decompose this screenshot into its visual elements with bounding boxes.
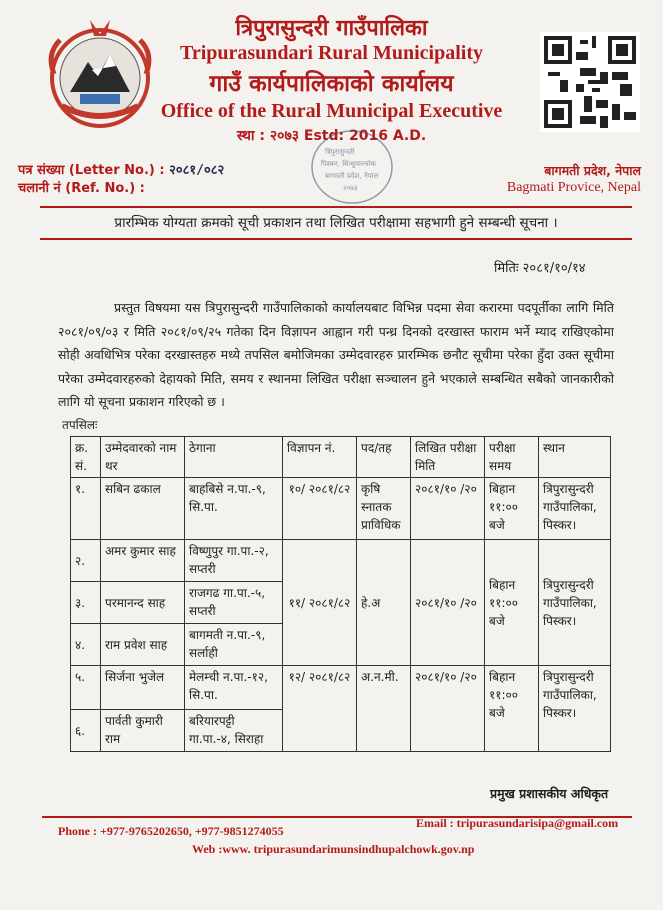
cell-venue: त्रिपुरासुन्दरी गाउँपालिका, पिस्कर। bbox=[539, 666, 611, 752]
cell-sn: १. bbox=[71, 478, 101, 540]
notice-subject: प्रारम्भिक योग्यता क्रमको सूची प्रकाशन तथा लिखित परीक्षामा सहभागी हुने सम्बन्धी सूचना । bbox=[40, 206, 632, 240]
cell-address: बागमती न.पा.-९, सर्लाही bbox=[185, 624, 283, 666]
cell-venue: त्रिपुरासुन्दरी गाउँपालिका, पिस्कर। bbox=[539, 478, 611, 540]
footer-phone: Phone : +977-9765202650, +977-9851274055 bbox=[58, 824, 284, 838]
letter-number-row bbox=[18, 160, 224, 178]
office-name-english: Office of the Rural Municipal Executive bbox=[160, 100, 503, 122]
office-name-nepali: गाउँ कार्यपालिकाको कार्यालय bbox=[209, 71, 454, 97]
col-header-sn: क्र. सं. bbox=[71, 437, 101, 478]
cell-time: बिहान ११:०० बजे bbox=[485, 478, 539, 540]
col-header-time: परीक्षा समय bbox=[485, 437, 539, 478]
cell-post: हे.अ bbox=[357, 540, 411, 666]
cell-post: अ.न.मी. bbox=[357, 666, 411, 752]
cell-exam-date: २०८१/१० /२० bbox=[411, 666, 485, 752]
cell-name: परमानन्द साह bbox=[101, 582, 185, 624]
cell-sn: ३. bbox=[71, 582, 101, 624]
established-line: स्था : २०७३ Estd: 2016 A.D. bbox=[236, 128, 427, 144]
footer-email: Email : tripurasundarisipa@gmail.com bbox=[416, 816, 619, 830]
municipality-name-english: Tripurasundari Rural Municipality bbox=[179, 42, 483, 64]
cell-name: अमर कुमार साह bbox=[101, 540, 185, 582]
province-english: Bagmati Provice, Nepal bbox=[506, 180, 641, 195]
table-row bbox=[71, 666, 611, 710]
letter-number-label: पत्र संख्या (Letter No.) : bbox=[18, 163, 165, 178]
cell-exam-date: २०८१/१० /२० bbox=[411, 478, 485, 540]
col-header-ad-no: विज्ञापन नं. bbox=[283, 437, 357, 478]
cell-address: बरियारपट्टी गा.पा.-४, सिराहा bbox=[185, 710, 283, 752]
letter-number-value: २०८१/०८२ bbox=[169, 163, 225, 178]
cell-sn: ५. bbox=[71, 666, 101, 710]
office-seal-stamp bbox=[305, 120, 400, 215]
table-header-row bbox=[71, 437, 611, 478]
table-row bbox=[71, 478, 611, 540]
cell-name: सबिन ढकाल bbox=[101, 478, 185, 540]
cell-time: बिहान ११:०० बजे bbox=[485, 540, 539, 666]
col-header-venue: स्थान bbox=[539, 437, 611, 478]
cell-sn: २. bbox=[71, 540, 101, 582]
svg-text:२०७३: २०७३ bbox=[343, 184, 358, 192]
details-label: तपसिलः bbox=[62, 418, 98, 432]
svg-text:बागमती प्रदेश, नेपाल: बागमती प्रदेश, नेपाल bbox=[325, 172, 379, 180]
municipality-name-nepali: त्रिपुरासुन्दरी गाउँपालिका bbox=[235, 16, 428, 41]
table-row bbox=[71, 540, 611, 582]
cell-address: विष्णुपुर गा.पा.-२, सप्तरी bbox=[185, 540, 283, 582]
cell-address: बाहबिसे न.पा.-९, सि.पा. bbox=[185, 478, 283, 540]
cell-exam-date: २०८१/१० /२० bbox=[411, 540, 485, 666]
cell-ad-no: १२/ २०८१/८२ bbox=[283, 666, 357, 752]
cell-ad-no: १०/ २०८१/८२ bbox=[283, 478, 357, 540]
cell-name: सिर्जना भुजेल bbox=[101, 666, 185, 710]
signer-title: प्रमुख प्रशासकीय अधिकृत bbox=[490, 786, 609, 801]
ref-number-label: चलानी नं (Ref. No.) : bbox=[18, 181, 145, 196]
cell-venue: त्रिपुरासुन्दरी गाउँपालिका, पिस्कर। bbox=[539, 540, 611, 666]
col-header-name: उम्मेदवारको नाम थर bbox=[101, 437, 185, 478]
cell-ad-no: ११/ २०८१/८२ bbox=[283, 540, 357, 666]
footer-website: Web :www. tripurasundarimunsindhupalchowk.gov.np bbox=[192, 842, 475, 856]
qr-code bbox=[540, 32, 640, 132]
col-header-post: पद/तह bbox=[357, 437, 411, 478]
svg-text:त्रिपुरासुन्दरी: त्रिपुरासुन्दरी bbox=[325, 148, 355, 156]
cell-time: बिहान ११:०० बजे bbox=[485, 666, 539, 752]
col-header-address: ठेगाना bbox=[185, 437, 283, 478]
notice-date: मितिः २०८१/१०/१४ bbox=[494, 261, 586, 276]
svg-text:पिस्कर, सिन्धुपाल्चोक: पिस्कर, सिन्धुपाल्चोक bbox=[321, 160, 376, 168]
cell-address: राजगढ गा.पा.-५, सप्तरी bbox=[185, 582, 283, 624]
candidate-table bbox=[70, 436, 611, 752]
col-header-exam-date: लिखित परीक्षा मिति bbox=[411, 437, 485, 478]
province-nepali: बागमती प्रदेश, नेपाल bbox=[544, 163, 641, 178]
cell-address: मेलम्ची न.पा.-१२, सि.पा. bbox=[185, 666, 283, 710]
cell-sn: ६. bbox=[71, 710, 101, 752]
cell-sn: ४. bbox=[71, 624, 101, 666]
cell-name: राम प्रवेश साह bbox=[101, 624, 185, 666]
cell-name: पार्वती कुमारी राम bbox=[101, 710, 185, 752]
notice-body: प्रस्तुत विषयमा यस त्रिपुरासुन्दरी गाउँपालिकाको कार्यालयबाट विभिन्न पदमा सेवा करारमा पदपूर्तीका लागि मिति २०८१/०९/०३ र मिति २०८१/०९/२५ गतेका दिन विज्ञापन आह्वान गरी पन्ध्र दिनको दरखास्त फाराम भर्ने म्याद राखिएकोमा सोही अवधिभित्र परेका दरखास्तहरु मध्ये तपसिल बमोजिमका उम्मेदवारहरु प्रारम्भिक छनौट सूचीमा परेका हुँदा उक्त सूचीमा परेका उम्मेदवारहरुको देहायको मिति, समय र स्थानमा लिखित परीक्षा सञ्चालन हुने भएकाले सम्बन्धित सबैको जानकारीको लागि यो सूचना प्रकाशन गरिएको छ । bbox=[58, 300, 614, 409]
cell-post: कृषि स्नातक प्राविधिक bbox=[357, 478, 411, 540]
